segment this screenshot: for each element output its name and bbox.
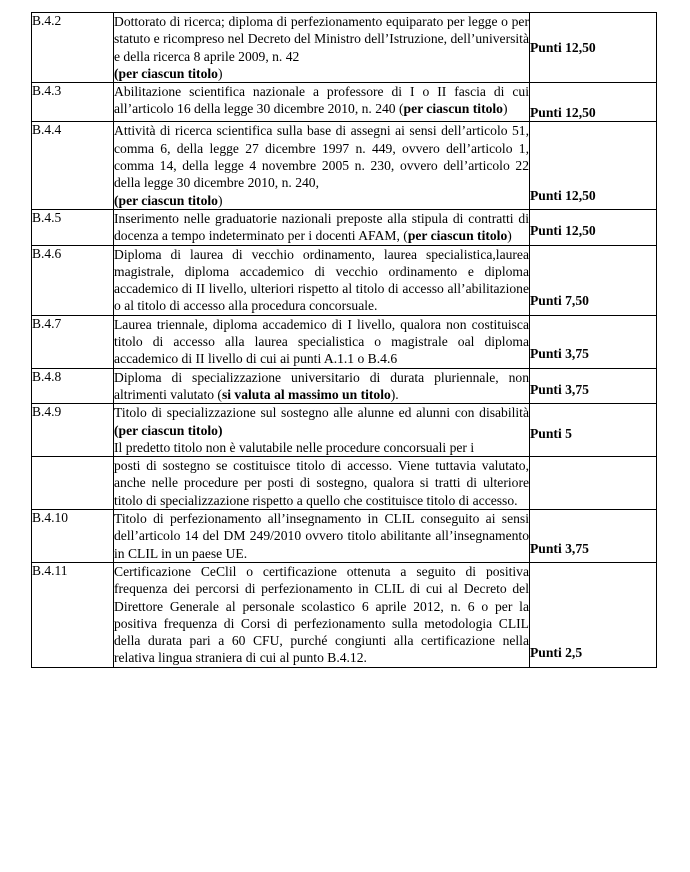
- row-description-cell: [114, 562, 530, 667]
- row-description-cell: [114, 368, 530, 404]
- table-row: [32, 13, 657, 83]
- emphasis-text: si valuta al massimo un titolo: [221, 386, 391, 402]
- row-code-cell: [32, 457, 114, 510]
- row-code-cell: B.4.8: [32, 368, 114, 404]
- body-text: ): [502, 101, 508, 117]
- row-code-cell: B.4.4: [32, 122, 114, 209]
- row-description-cell: [114, 457, 530, 510]
- body-text: ).: [390, 386, 399, 402]
- row-description-cell: [114, 83, 530, 122]
- row-code-cell: B.4.5: [32, 209, 114, 245]
- body-text: Titolo di specializzazione sul sostegno alle alunne ed alunni con disabilità: [114, 405, 529, 421]
- emphasis-text: per ciascun titolo: [407, 228, 508, 244]
- body-text: Titolo di perfezionamento all’insegnamento in CLIL conseguito ai sensi dell’articolo 14 del DM 249/2010 ovvero titolo abilitante all’insegnamento in CLIL in un paese UE.: [114, 511, 529, 561]
- row-description-cell: [114, 245, 530, 315]
- body-text: Diploma di specializzazione universitario di durata pluriennale, non altrimenti valutato (: [114, 369, 529, 402]
- body-text: Diploma di laurea di vecchio ordinamento, laurea specialistica,laurea magistrale, diploma accademico di vecchio ordinamento e diploma accademico di II livello, ulteriori rispetto al titolo di accesso all’abilitazione o al titolo di accesso alla procedura concorsuale.: [114, 246, 529, 314]
- table-row: [32, 245, 657, 315]
- table-row: [32, 83, 657, 122]
- row-description-cell: [114, 122, 530, 209]
- table-row: [32, 368, 657, 404]
- body-text: Laurea triennale, diploma accademico di I livello, qualora non costituisca titolo di accesso alla laurea specialistica o magistrale oal diploma accademico di II livello di cui ai punti A.1.1 o B.4.6: [114, 316, 529, 367]
- row-points-cell: Punti 7,50: [530, 245, 657, 315]
- body-text: Inserimento nelle graduatorie nazionali preposte alla stipula di contratti di docenza a tempo indeterminato per i docenti AFAM, (: [114, 210, 529, 244]
- table-row: [32, 315, 657, 368]
- row-points-cell: Punti 3,75: [530, 510, 657, 563]
- row-description-cell: [114, 510, 530, 563]
- body-text: ): [507, 228, 512, 244]
- emphasis-text: (per ciascun titolo: [114, 65, 218, 81]
- body-text: Il predetto titolo non è valutabile nelle procedure concorsuali per i: [114, 439, 475, 455]
- body-text: ): [217, 65, 223, 81]
- table-row: [32, 457, 657, 510]
- row-points-cell: Punti 3,75: [530, 315, 657, 368]
- table-row: [32, 404, 657, 457]
- table-row: [32, 122, 657, 209]
- row-description-cell: [114, 315, 530, 368]
- body-text: Dottorato di ricerca; diploma di perfezionamento equiparato per legge o per statuto e ricompreso nel Decreto del Ministro dell’Istruzione, dell’università e della ricerca 8 aprile 2009, n. 42: [114, 14, 529, 64]
- row-code-cell: B.4.6: [32, 245, 114, 315]
- row-points-cell: Punti 12,50: [530, 122, 657, 209]
- scoring-table: [31, 12, 657, 668]
- row-points-cell: Punti 5: [530, 404, 657, 457]
- row-description-cell: [114, 404, 530, 457]
- emphasis-text: per ciascun titolo: [403, 101, 503, 117]
- row-code-cell: B.4.10: [32, 510, 114, 563]
- table-row: [32, 510, 657, 563]
- row-code-cell: B.4.3: [32, 83, 114, 122]
- row-description-cell: [114, 209, 530, 245]
- table-row: [32, 209, 657, 245]
- row-code-cell: B.4.7: [32, 315, 114, 368]
- body-text: posti di sostegno se costituisce titolo di accesso. Viene tuttavia valutato, anche nelle procedure per posti di sostegno, qualora si tratti di ulteriore titolo di specializzazione rispetto a quello che costituisce titolo di accesso.: [114, 458, 529, 508]
- body-text: Attività di ricerca scientifica sulla base di assegni ai sensi dell’articolo 51, comma 6, della legge 27 dicembre 1997 n. 449, ovvero dell’articolo 1, comma 14, della legge 4 novembre 2005 n. 230, ovvero dell’articolo 22 della legge 30 dicembre 2010, n. 240,: [114, 123, 529, 191]
- row-points-cell: Punti 12,50: [530, 209, 657, 245]
- row-points-cell: Punti 2,5: [530, 562, 657, 667]
- row-points-cell: Punti 3,75: [530, 368, 657, 404]
- row-code-cell: B.4.2: [32, 13, 114, 83]
- row-description-cell: [114, 13, 530, 83]
- body-text: ): [217, 192, 223, 208]
- emphasis-text: (per ciascun titolo: [114, 192, 218, 208]
- body-text: Certificazione CeClil o certificazione ottenuta a seguito di positiva frequenza dei percorsi di perfezionamento in CLIL di cui al Decreto del Direttore Generale al personale scolastico 6 aprile 2012, n. 6 o per la positiva frequenza di Corsi di perfezionamento sulla metodologia CLIL della durata pari a 60 CFU, purché congiunti alla certificazione nella relativa lingua straniera di cui al punto B.4.12.: [114, 563, 529, 666]
- row-code-cell: B.4.11: [32, 562, 114, 667]
- row-points-cell: [530, 457, 657, 510]
- body-text: Abilitazione scientifica nazionale a professore di I o II fascia di cui all’articolo 16 della legge 30 dicembre 2010, n. 240 (: [114, 84, 529, 117]
- emphasis-text: (per ciascun titolo): [114, 422, 223, 438]
- table-row: [32, 562, 657, 667]
- row-points-cell: Punti 12,50: [530, 83, 657, 122]
- table-body: [32, 13, 657, 668]
- row-points-cell: Punti 12,50: [530, 13, 657, 83]
- row-code-cell: B.4.9: [32, 404, 114, 457]
